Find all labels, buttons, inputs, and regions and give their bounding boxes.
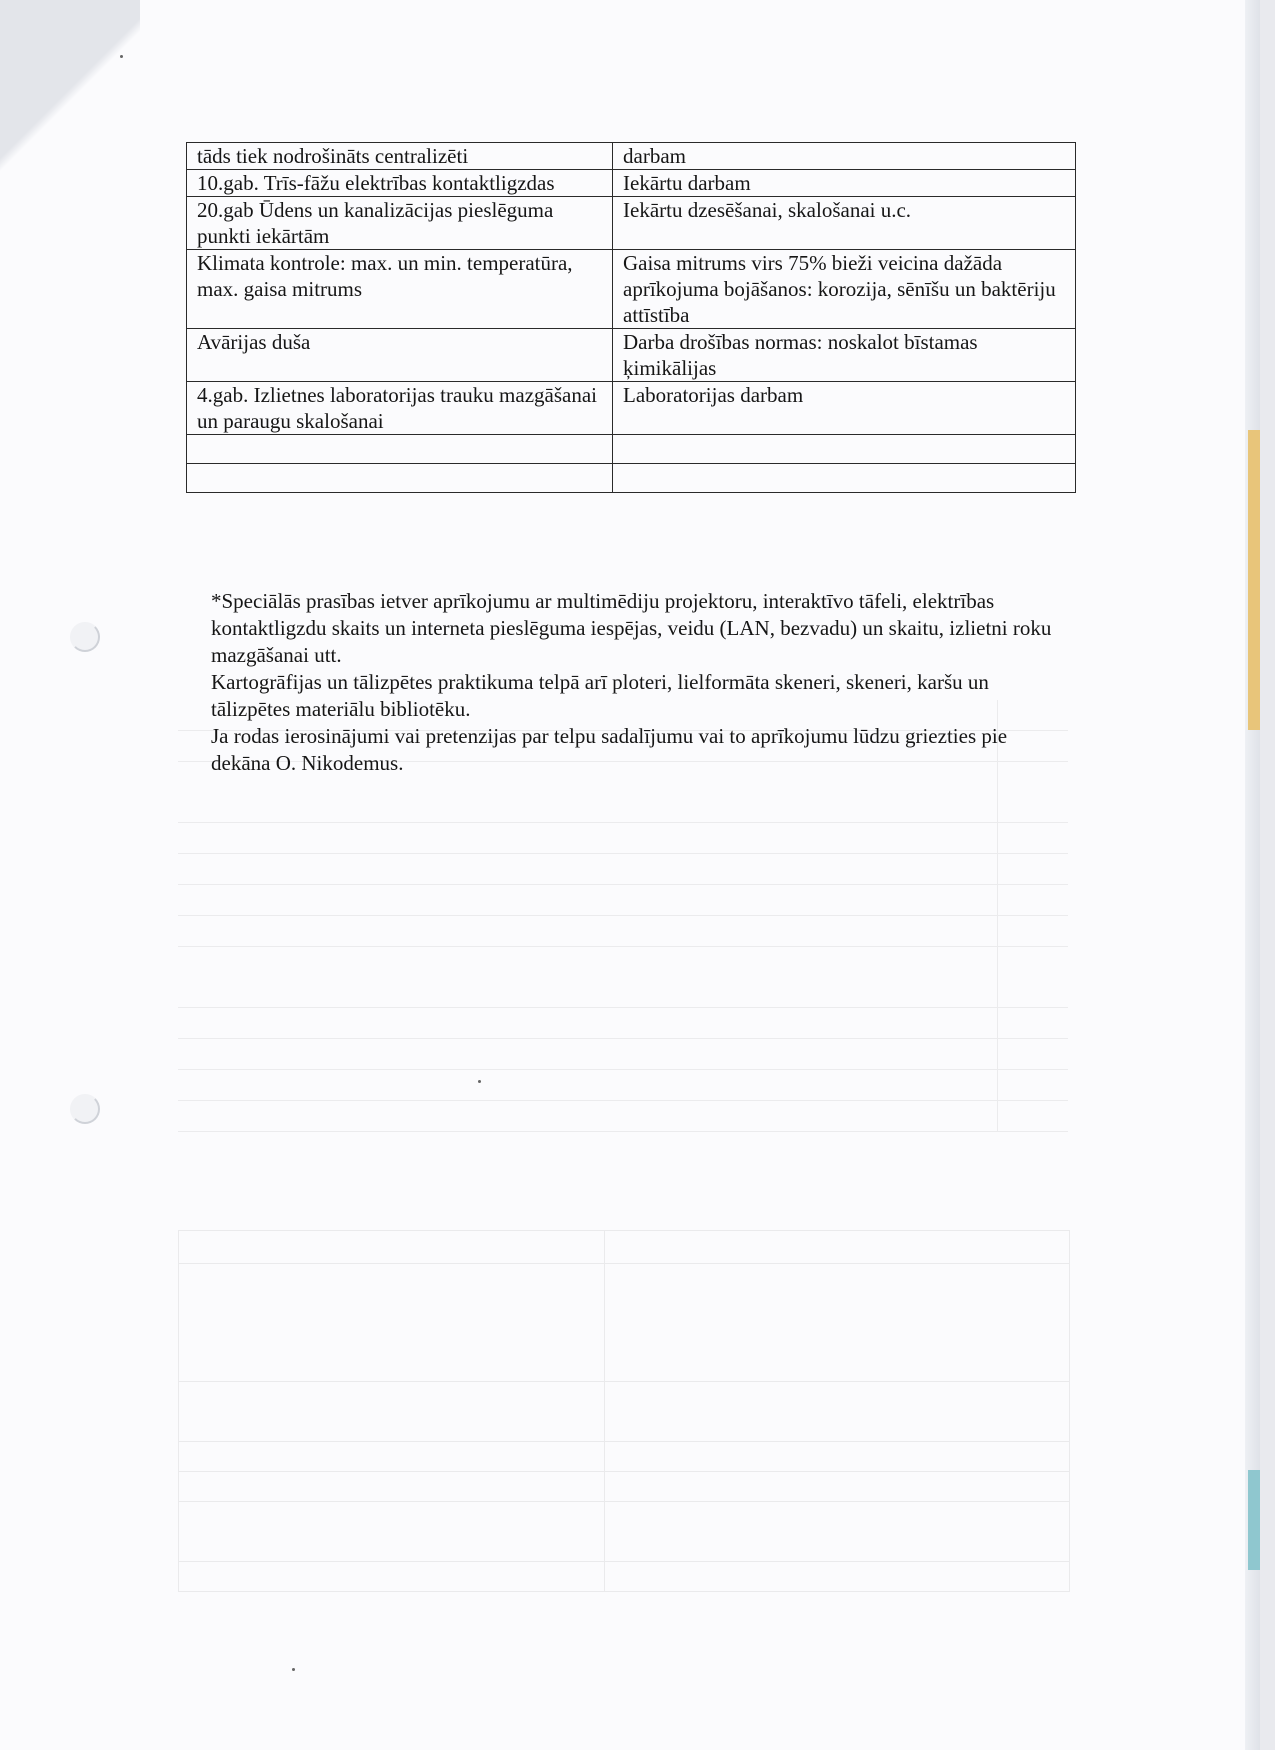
- punch-hole-top: [70, 622, 100, 652]
- requirement-cell: 10.gab. Trīs-fāžu elektrības kontaktligzdas: [187, 170, 613, 197]
- footnote-contact: Ja rodas ierosinājumi vai pretenzijas par telpu sadalījumu vai to aprīkojumu lūdzu griezties pie dekāna O. Nikodemus.: [211, 724, 1008, 775]
- footnote-special-requirements: *Speciālās prasības ietver aprīkojumu ar multimēdiju projektoru, interaktīvo tāfeli, elektrības kontaktligzdu skaits un interneta pieslēguma iespējas, veidu (LAN, bezvadu) un skaitu, izlietni roku mazgāšanai utt.: [211, 589, 1052, 667]
- table-row: [187, 250, 1076, 329]
- scan-speck: [120, 55, 123, 58]
- table-row-empty: [187, 464, 1076, 493]
- requirement-cell: 4.gab. Izlietnes laboratorijas trauku mazgāšanai un paraugu skalošanai: [187, 382, 613, 435]
- justification-cell: Iekārtu dzesēšanai, skalošanai u.c.: [613, 197, 1076, 250]
- justification-cell: Gaisa mitrums virs 75% bieži veicina dažāda aprīkojuma bojāšanos: korozija, sēnīšu un baktēriju attīstība: [613, 250, 1076, 329]
- requirement-cell: Klimata kontrole: max. un min. temperatūra, max. gaisa mitrums: [187, 250, 613, 329]
- bleed-through-table-2: [178, 1230, 1070, 1592]
- requirement-cell: tāds tiek nodrošināts centralizēti: [187, 143, 613, 170]
- justification-cell: Laboratorijas darbam: [613, 382, 1076, 435]
- justification-cell: [613, 464, 1076, 493]
- folded-corner: [0, 0, 140, 190]
- justification-cell: [613, 435, 1076, 464]
- requirement-cell: Avārijas duša: [187, 329, 613, 382]
- table-row: [187, 382, 1076, 435]
- footnotes: [211, 588, 1071, 777]
- table-row: [187, 329, 1076, 382]
- teal-tab-edge: [1248, 1470, 1260, 1570]
- requirement-cell: [187, 464, 613, 493]
- table-row-empty: [187, 435, 1076, 464]
- table-row: [187, 143, 1076, 170]
- requirement-cell: [187, 435, 613, 464]
- footnote-cartography: Kartogrāfijas un tālizpētes praktikuma telpā arī ploteri, lielformāta skeneri, skeneri, karšu un tālizpētes materiālu bibliotēku.: [211, 670, 989, 721]
- punch-hole-bottom: [70, 1094, 100, 1124]
- yellow-tab-edge: [1248, 430, 1260, 730]
- requirement-cell: 20.gab Ūdens un kanalizācijas pieslēguma punkti iekārtām: [187, 197, 613, 250]
- scan-speck: [292, 1668, 295, 1671]
- justification-cell: darbam: [613, 143, 1076, 170]
- justification-cell: Darba drošības normas: noskalot bīstamas ķimikālijas: [613, 329, 1076, 382]
- table-row: [187, 197, 1076, 250]
- justification-cell: Iekārtu darbam: [613, 170, 1076, 197]
- table-row: [187, 170, 1076, 197]
- requirements-table: [186, 142, 1076, 493]
